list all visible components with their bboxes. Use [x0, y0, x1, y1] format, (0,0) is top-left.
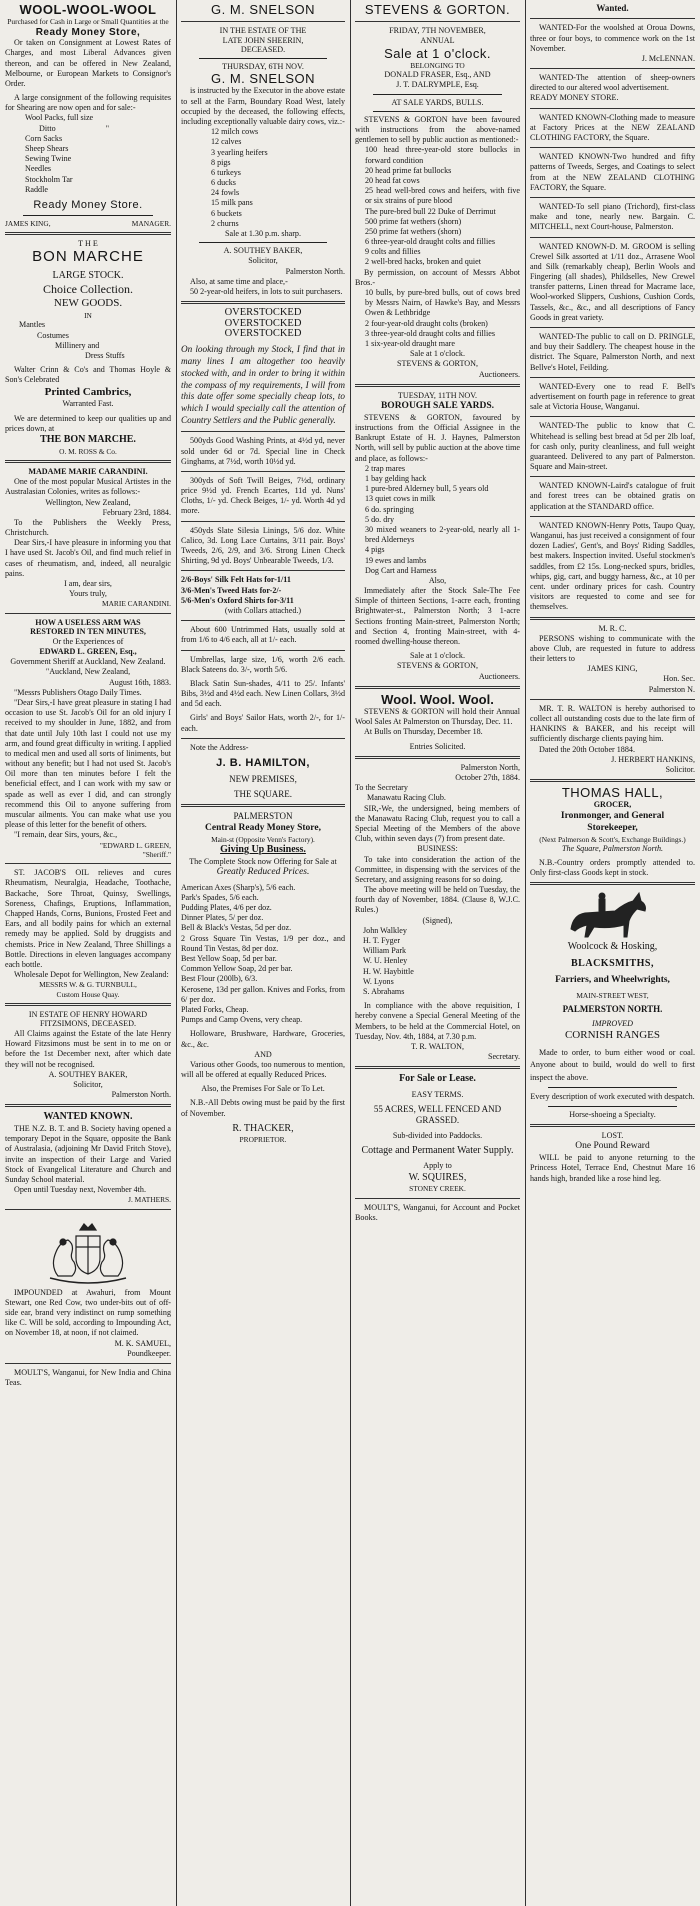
wanted-ad-10: WANTED KNOWN-Laird's catalogue of fruit and forest trees can be obtained gratis on application at the STANDARD office.	[530, 481, 695, 511]
wool-line-1: Purchased for Cash in Large or Small Quantities at the	[7, 17, 169, 27]
fitzsimons-estate-ad: IN ESTATE OF HENRY HOWARD FITZSIMONS, DECEASED. All Claims against the Estate of the late Henry Howard Fitzsimons must be sent in to me on or before the 1st December next, after which date they will not be recognised. A. SOUTHEY BAKER, Solicitor, Palmerston North.	[5, 1009, 171, 1100]
thacker-ad: PALMERSTON Central Ready Money Store, Main-st (Opposite Venn's Factory). Giving Up Business. The Complete Stock now Offering for Sale at Greatly Reduced Prices. American Axes (Sharp's), 5/6 each. Park's Spades, 5/6 each. Pudding Plates, 4/6 per doz. Dinner Plates, 5/ per doz. Bell & Black's Vestas, 5d per doz. 2 Gross Square Tin Vestas, 1/9 per doz., and Round Tin Vestas, 8d per doz. Best Yellow Soap, 5d per bar. Common Yellow Soap, 2d per bar. Best Flour (200lb), 6/3. Kerosene, 13d per gallon. Knives and Forks, from 6/ per doz. Plated Forks, Cheap. Pumps and Camp Ovens, very cheap. Holloware, Brushware, Hardware, Groceries, &c., &c. AND Various other Goods, too numerous to mention, will all be offered at equally Reduced Prices. Also, the Premises For Sale or To Let. N.B.-All Debts owing must be paid by the first of November. R. THACKER, PROPRIETOR.	[181, 811, 345, 1145]
moults-tea-ad: MOULT'S, Wanganui, for New India and China Teas.	[5, 1367, 171, 1388]
wanted-ad-1: WANTED-For the woolshed at Oroua Downs, three or four boys, to commence work on the 1st November. J. McLENNAN.	[530, 23, 695, 63]
wool-item: Corn Sacks	[25, 133, 63, 143]
mrc-ad: M. R. C. PERSONS wishing to communicate with the above Club, are requested in future to address their letters to JAMES KING, Hon. Sec. Palmerston N.	[530, 623, 695, 694]
bon-marche-ad: T H E BON MARCHE LARGE STOCK. Choice Collection. NEW GOODS. IN Mantles Costumes Millinery and Dress Stuffs Walter Crinn & Co's and Thomas Hoyle & Son's Celebrated Printed Cambrics, Warranted Fast. We are determined to keep our qualities up and prices down, at THE BON MARCHE. O. M. ROSS & Co.	[5, 238, 171, 456]
bm-the: T H E	[78, 238, 98, 248]
wanted-ad-3: WANTED KNOWN-Clothing made to measure at Factory Prices at the NEW ZEALAND CLOTHING FACTORY, the Square.	[530, 112, 695, 143]
wool-sales-ad: Wool. Wool. Wool. STEVENS & GORTON will hold their Annual Wool Sales At Palmerston on Thursday, Dec. 11. At Bulls on Thursday, December 18. Entries Solicited.	[355, 691, 520, 751]
carandini-ad: MADAME MARIE CARANDINI. One of the most popular Musical Artistes in the Australasian Colonies, writes as follows:- Wellington, New Zealand, February 23rd, 1884. To the Publishers the Weekly Press, Christchurch. Dear Sirs,-I have pleasure in informing you that I have used St. Jacob's Oil, and find much relief in cases of rheumatism, and, indeed, all neuralgic pains. I am, dear sirs, Yours truly, MARIE CARANDINI.	[5, 466, 171, 609]
useless-arm-ad: HOW A USELESS ARM WAS RESTORED IN TEN MINUTES, Or the Experiences of EDWARD L. GREEN, Esq., Government Sheriff at Auckland, New Zealand. "Auckland, New Zealand, August 16th, 1883. "Messrs Publishers Otago Daily Times. "Dear Sirs,-I have great pleasure in stating I had occasion to use St. Jacob's Oil for an old injury I received to my shoulder in June, 1882, and from that date until July 10th last I could not use my arm, and found great difficulty in writing. I applied to medical men and used all sorts of liniments, but without any benefit; but I had not used St. Jacob's Oil more than ten minutes before I felt the beneficial effect, and I can work with my saw or spade as well as ever I did, and can strongly recommend this Oil to anyone suffering from muscular ailments. You can make what use you please of this letter for the benefit of others. "I remain, dear Sirs, yours, &c., "EDWARD L. GREEN, "Sheriff."	[5, 617, 171, 859]
wanted-ad-8: WANTED-Every one to read F. Bell's advertisement on fourth page in reference to great sale at Victoria House, Wanganui.	[530, 381, 695, 412]
wool-item: Ditto	[39, 123, 56, 133]
wool-store-2: Ready Money Store.	[33, 198, 143, 211]
column-4	[525, 0, 700, 1906]
wanted-ad-4: WANTED KNOWN-Two hundred and fifty patterns of Tweeds, Serges, and Coatings to select from at the NEW ZEALAND CLOTHING FACTORY, the Square.	[530, 152, 695, 192]
wool-item: Wool Packs, full size	[25, 113, 94, 123]
lost-ad: LOST. One Pound Reward WILL be paid to anyone returning to the Princess Hotel, Terrace End, Chestnut Mare 16 hands high, branded like a rose hind leg.	[530, 1131, 695, 1183]
wanted-known-bible-ad: WANTED KNOWN. THE N.Z. B. T. and B. Society having opened a temporary Depot in the Square, opposite the Bank of Australasia, (adjoining Mr David Fritch Stove), invite an inspection of their Large and Varied Stock of Evangelical Literature and Church and Sunday School material. Open until Tuesday next, November 4th. J. MATHERS.	[5, 1111, 171, 1205]
wool-title: WOOL-WOOL-WOOL	[19, 2, 157, 17]
wool-line-3: Or taken on Consignment at Lowest Rates of Charges, and most Liberal Advances given thereon, and can be offered in New Zealand, Melbourne, or European Markets to Consignor's Order.	[5, 38, 171, 88]
column-2	[176, 0, 350, 1906]
hamilton-ad: 500yds Good Washing Prints, at 4½d yd, never sold under 6d or 7d. Special line in Check Ginghams, at 7½d, worth 10½d yd. 300yds of Soft Twill Beiges, 7½d, ordinary price 9½d yd. French Ecartes, 11d yd. Nuns' Cloths, 1/- yd. Check Beiges, 1/- yd. Worth 4d yd more. 450yds Slate Silesia Linings, 5/6 doz. White Calico, 3d. Long Lace Curtains, 3/11 pair. Boys' Tweeds, 2/6, 2/9, and 3/6. Strong Linen Check Shirting, 9d yd. Boys' Unbearable Tweeds, 1/3. 2/6-Boys' Silk Felt Hats for-1/11 3/6-Men's Tweed Hats for-2/- 5/6-Men's Oxford Shirts for-3/11 (with Collars attached.) About 600 Untrimmed Hats, usually sold at from 1/6 to 4/6 each, all at 1/- each. Umbrellas, large size, 1/6, worth 2/6 each. Black Sateens do. 3/-, worth 5/6. Black Satin Sun-shades, 4/11 to 25/. Infants' Bibs, 3½d and 4½d each. New Linen Collars, 3½d and 5d each. Girls' and Boys' Sailor Hats, worth 2/-, for 1/- each. Note the Address- J. B. HAMILTON, NEW PREMISES, THE SQUARE.	[181, 436, 345, 799]
wool-item: Raddle	[25, 184, 48, 194]
wool-items: Wool Packs, full size Ditto " Corn Sacks Sheep Shears Sewing Twine Needles Stockholm Tar Raddle	[5, 113, 171, 195]
wanted-ad-9: WANTED-The public to know that C. Whitehead is selling best bread at 5d per 2lb loaf, for cash only, purity cleanliness, and full weight guaranteed. Delivered to any part of Palmerston. Square and Main-street.	[530, 421, 695, 472]
overstocked-ad: OVERSTOCKED OVERSTOCKED OVERSTOCKED On looking through my Stock, I find that in many lines I am altogether too heavily stocked with, and in order to bring it within the compass of my requirements, I will from this date offer some specially cheap lots, to which I would specially call the attention of Country Settlers and the Public generally.	[181, 307, 345, 426]
wool-item: Sheep Shears	[25, 144, 69, 153]
wool-item: Stockholm Tar	[25, 174, 73, 184]
wanted-ad-2: WANTED-The attention of sheep-owners directed to our altered wool advertisement. READY MONEY STORE.	[530, 73, 695, 103]
royal-coat-of-arms-icon	[28, 1214, 148, 1286]
racing-club-ad: Palmerston North, October 27th, 1884. To the Secretary Manawatu Racing Club. SIR,-We, the undersigned, being members of the Manawatu Racing Club, request you to call a Special Meeting of the Members of the above Club, within seven days (7) from present date. BUSINESS: To take into consideration the action of the Committee, in dispensing with the services of the Secretary, and assigning reasons for so doing. The above meeting will be held on Tuesday, the fourth day of November, 1884. (Clause 8, W.J.C. Rules.) (Signed), John Walkley H. T. Fyger William Park W. U. Henley H. W. Haybittle W. Lyons S. Abrahams In compliance with the above requisition, I hereby convene a Special General Meeting of the Members, to be held at the Commercial Hotel, on Tuesday, Nov. 4th, 1884, at 7.30 p.m. T. R. WALTON, Secretary.	[355, 762, 520, 1062]
wanted-ad-11: WANTED KNOWN-Henry Potts, Taupo Quay, Wanganui, has just received a consignment of four dozen Ladies', Gent's, and Boys' Riding Saddles, best makers. Inspection invited. Useful stockmen's saddles, from £2 15s. Long-necked spurs, bridles, whips, gig, cart, and buggy harness, &c., at 10 per cent. under ordinary prices for cash. Country visitors are requested to come and see for themselves.	[530, 520, 695, 612]
wool-item: Sewing Twine	[25, 154, 72, 164]
snelson-ad: G. M. SNELSON IN THE ESTATE OF THE LATE JOHN SHEERIN, DECEASED. THURSDAY, 6TH NOV. G. M. SNELSON is instructed by the Executor in the above estate to sell at the Farm, Boundary Road West, lately occupied by the deceased, the following effects, including exceptionally valuable dairy cows, viz.:- 12 milch cows 12 calves 3 yearling heifers 8 pigs 6 turkeys 6 ducks 24 fowls 15 milk pans 6 buckets 2 churns Sale at 1.30 p.m. sharp. A. SOUTHEY BAKER, Solicitor, Palmerston North. Also, at same time and place,- 50 2-year-old heifers, in lots to suit purchasers.	[181, 2, 345, 296]
wanted-heading: Wanted.	[596, 3, 629, 13]
bm-title: BON MARCHE	[32, 248, 144, 266]
moults-books-ad: MOULT'S, Wanganui, for Account and Pocket Books.	[355, 1202, 520, 1222]
horse-and-rider-icon	[553, 889, 673, 939]
st-jacobs-ad: ST. JACOB'S OIL relieves and cures Rheumatism, Neuralgia, Headache, Toothache, Backache, Sore Throat, Quinsy, Swellings, Soreness, Chafings, Eruptions, Inflammation, Chapped Hands, Corns, Bunions, Frosted Feet and Ears, and all bodily pains for which an external remedy may be applied. Sold by druggists and chemists. Price in New Zealand, Three Shillings a Bottle. Directions in eleven languages accompany each bottle. Wholesale Depot for Wellington, New Zealand: MESSRS W. & G. TURNBULL, Custom House Quay.	[5, 868, 171, 999]
wanted-ad-5: WANTED-To sell piano (Trichord), first-class make and tone, nearly new. Bargain. C. MITCHELL, next Court-house, Palmerston.	[530, 201, 695, 232]
column-1	[0, 0, 176, 1906]
column-3	[350, 0, 525, 1906]
wool-item: Needles	[25, 164, 52, 174]
wanted-ad-6: WANTED KNOWN-D. M. GROOM is selling Crewel Silk assorted at 1/11 doz., Arrasene Wool and Silk (remarkably cheap), Berlin Wools and Fingering (all shades), Phildselles, New Crewel transfer patterns, Linen thread for Macrame lace, Wool-worked Slippers, Cushions, Cushion Cords, Tassels, &c., &c., and all descriptions of Fancy Goods in great variety.	[530, 241, 695, 322]
walton-ad: MR. T. R. WALTON is hereby authorised to collect all outstanding costs due to the late firm of HANKINS & BAKER, and his receipt will sufficiently discharge clients paying him. Dated the 20th October 1884. J. HERBERT HANKINS, Solicitor.	[530, 703, 695, 774]
wool-line-4: A large consignment of the following requisites for Shearing are now open and for sale:-	[5, 93, 171, 113]
wool-store: Ready Money Store,	[35, 26, 141, 38]
thomas-hall-ad: THOMAS HALL, GROCER, Ironmonger, and General Storekeeper, (Next Palmerson & Scott's, Exchange Buildings.) The Square, Palmerston North. N.B.-Country orders promptly attended to. Only first-class Goods kept in stock.	[530, 785, 695, 878]
impounded-ad: IMPOUNDED at Awahuri, from Mount Stewart, one Red Cow, two under-bits out of off-side ear, brand very indistinct on rump something like C. Will be sold, according to Impounding Act, on November 18, at noon, if not claimed. M. K. SAMUEL, Poundkeeper.	[5, 1287, 171, 1358]
squires-ad: For Sale or Lease. EASY TERMS. 55 ACRES, WELL FENCED AND GRASSED. Sub-divided into Paddocks. Cottage and Permanent Water Supply. Apply to W. SQUIRES, STONEY CREEK.	[361, 1073, 514, 1194]
wanted-ad-7: WANTED-The public to call on D. PRINGLE, and buy their Saddlery. The cheapest house in the district. The Square, Palmerston North, and next Bellve's Hotel, Feilding.	[530, 332, 695, 372]
woolcock-hosking-ad: Woolcock & Hosking, BLACKSMITHS, Farriers, and Wheelwrights, MAIN-STREET WEST, PALMERSTON NORTH. IMPROVED CORNISH RANGES Made to order, to burn either wood or coal. Anyone about to build, would do well to first inspect the above. Every description of work executed with despatch. Horse-shoeing a Specialty.	[530, 941, 695, 1119]
stevens-gorton-ad-2: TUESDAY, 11TH NOV. BOROUGH SALE YARDS. STEVENS & GORTON, favoured by instructions from the Official Assignee in the Bankrupt Estate of H. J. Haynes, Palmerston North, will sell by public auction at the above time and place, as follows:- 2 trap mares 1 bay gelding hack 1 pure-bred Alderney bull, 5 years old 13 quiet cows in milk 6 do. springing 5 do. dry 30 mixed weaners to 2-year-old, nearly all 1-bred Alderneys 4 pigs 19 ewes and lambs Dog Cart and Harness Also, Immediately after the Stock Sale-The Fee Simple of thirteen Sections, 1-acre each, fronting Brightwater-st., Palmerston North; 3 1-acre Sections fronting Main-street, Palmerston North; and Section 4, fronting Main-street, with 4-roomed dwelling-house thereon. Sale at 1 o'clock. STEVENS & GORTON, Auctioneers.	[355, 390, 520, 681]
signature: JAMES KING,	[5, 218, 51, 228]
stevens-gorton-ad-1: STEVENS & GORTON. FRIDAY, 7TH NOVEMBER, ANNUAL Sale at 1 o'clock. BELONGING TO DONALD FRASER, Esq., AND J. T. DALRYMPLE, Esq. AT SALE YARDS, BULLS. STEVENS & GORTON have been favoured with instructions from the above-named gentlemen to sell by public auction as mentioned:- 100 head three-year-old store bullocks in forward condition 20 head prime fat bullocks 20 head fat cows 25 head well-bred cows and heifers, with five or six strains of pure blood The pure-bred bull 22 Duke of Derrimut 500 prime fat wethers (shorn) 250 prime fat wethers (shorn) 6 three-year-old draught colts and fillies 9 colts and fillies 2 well-bred hacks, broken and quiet By permission, on account of Messrs Abbot Bros.- 10 bulls, by pure-bred bulls, out of cows bred by Messrs Nairn, of Hawke's Bay, and Messrs Owen & Lethbridge 2 four-year-old draught colts (broken) 3 three-year-old draught colts and fillies 1 six-year-old draught mare Sale at 1 o'clock. STEVENS & GORTON, Auctioneers.	[355, 2, 520, 379]
wool-ad: WOOL-WOOL-WOOL Purchased for Cash in Large or Small Quantities at the Ready Money Store, Or taken on Consignment at Lowest Rates of Charges, and most Liberal Advances given thereon, and can be offered in New Zealand, Melbourne, or European Markets to Consignor's Order. A large consignment of the following requisites for Shearing are now open and for sale:- Wool Packs, full size Ditto " Corn Sacks Sheep Shears Sewing Twine Needles Stockholm Tar Raddle Ready Money Store. JAMES KING, MANAGER.	[5, 2, 171, 228]
